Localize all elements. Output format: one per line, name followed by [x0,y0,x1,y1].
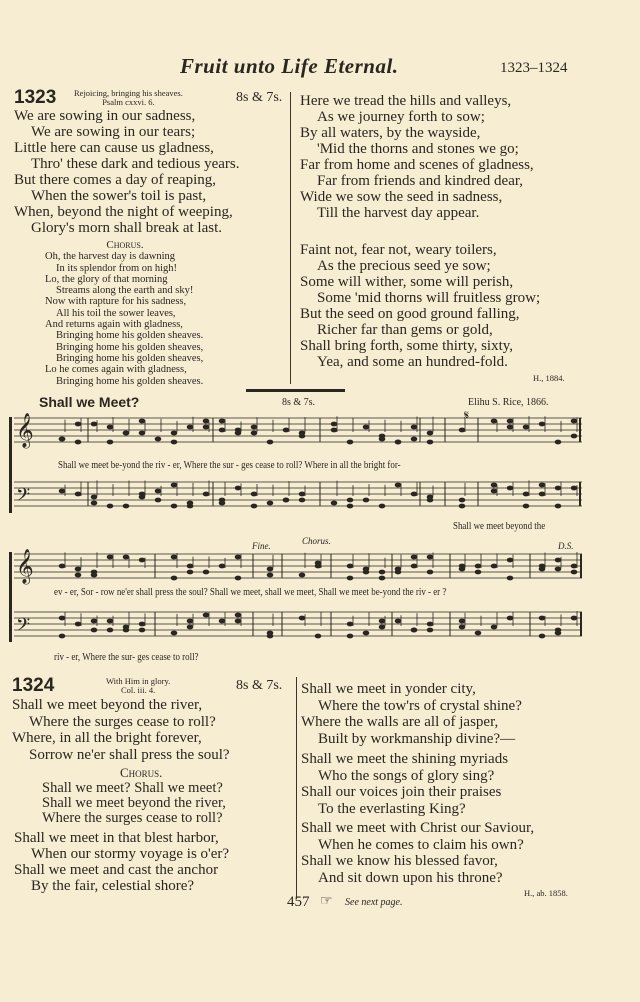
verse [12,697,230,763]
note [59,616,66,621]
chorus [45,240,205,387]
note [123,504,130,509]
note [331,501,338,506]
note [347,504,354,509]
music-title: Shall we Meet? [39,394,140,410]
note [203,419,210,424]
note [571,434,578,439]
verse-line: Shall we meet beyond the river, [42,795,226,811]
note [363,498,370,503]
chorus [42,781,226,826]
note [299,492,306,497]
note [411,437,418,442]
verse-line: Bringing home his golden sheaves, [56,341,204,353]
note [155,489,162,494]
note [91,628,98,633]
note [107,440,114,445]
note [299,434,306,439]
verse [300,242,540,370]
note [315,561,322,566]
subtitle-line: Col. iii. 4. [121,685,156,695]
verse-line: Thro' these dark and tedious years. [31,156,240,172]
treble-clef-icon: 𝄞 [16,413,34,448]
verse-line: Who the songs of glory sing? [318,767,495,784]
verse-line: Where the walls are all of jasper, [301,714,499,731]
verse-line: Shall we meet and cast the anchor [14,862,219,878]
verse [14,108,239,236]
note [59,437,66,442]
note [171,440,178,445]
note [91,422,98,427]
note [91,573,98,578]
note [187,564,194,569]
note [267,567,274,572]
note [235,576,242,581]
note [555,440,562,445]
note [299,498,306,503]
verse-line: Here we tread the hills and valleys, [300,93,512,109]
note [379,619,386,624]
note [363,570,370,575]
chorus-label: Chorus. [120,765,163,780]
hymn-range: 1323–1324 [500,60,568,76]
note [187,570,194,575]
note [395,440,402,445]
hymn-number: 1324 [12,675,55,696]
note [315,634,322,639]
note [219,501,226,506]
note [171,576,178,581]
bass-clef-icon: 𝄢 [16,485,31,510]
verse-line: Shall we meet in that blest harbor, [14,830,219,846]
note [491,419,498,424]
note [235,619,242,624]
note [107,619,114,624]
note [59,489,66,494]
note [107,555,114,560]
note [507,425,514,430]
note [507,576,514,581]
note [347,576,354,581]
verse-line: Where the tow'rs of crystal shine? [318,697,522,714]
note [267,501,274,506]
note [251,425,258,430]
lyrics-line: Shall we meet be-yond the riv - er, Where the sur - ges cease to roll? Where in all the bright for- [58,460,401,471]
note [571,419,578,424]
note [91,495,98,500]
system-brace [9,417,12,513]
note [539,492,546,497]
note [75,567,82,572]
note [331,428,338,433]
note [555,558,562,563]
note [523,425,530,430]
page-number: 457 [287,894,310,910]
verse-line: As the precious seed ye sow; [317,258,491,274]
note [283,498,290,503]
verse [301,820,534,886]
note [107,504,114,509]
note [59,634,66,639]
verse-line: As we journey forth to sow; [317,109,485,125]
verse-line: 'Mid the thorns and stones we go; [317,141,519,157]
bass-clef-icon: 𝄢 [16,615,31,640]
note [123,431,130,436]
note [427,440,434,445]
note [507,616,514,621]
note [203,570,210,575]
verse-line: But there comes a day of reaping, [14,172,217,188]
verse-line: Now with rapture for his sadness, [45,296,187,308]
verse [14,830,229,894]
note [411,492,418,497]
note [203,492,210,497]
verse-line: Shall we meet beyond the river, [12,697,203,713]
note [155,437,162,442]
note [347,564,354,569]
subtitle-line: Psalm cxxvi. 6. [102,97,155,107]
hymn-subtitle [74,89,183,107]
lyrics-line: Shall we meet beyond the [453,521,546,532]
note [539,634,546,639]
music-score [0,400,640,670]
note [235,613,242,618]
note [235,428,242,433]
note [539,616,546,621]
subtitle-line: Rejoicing, bringing his sheaves. [74,88,183,98]
note [411,564,418,569]
verse [301,681,522,747]
note [347,498,354,503]
verse-line: When he comes to claim his own? [318,836,524,853]
note [555,504,562,509]
note [203,613,210,618]
note [555,567,562,572]
note [363,425,370,430]
system-brace [9,552,12,642]
verse-line: All his toil the sower leaves, [56,307,176,319]
fine-mark: Fine. [252,541,271,551]
note [539,422,546,427]
note [427,628,434,633]
verse-line: When the sower's toil is past, [31,188,207,204]
meter: 8s & 7s. [236,90,283,105]
note [539,483,546,488]
verse-line: Streams along the earth and sky! [56,285,194,297]
verse-line: Far from home and scenes of gladness, [300,157,534,173]
note [187,501,194,506]
note [235,486,242,491]
verse-line: In its splendor from on high! [56,262,178,274]
verse-line: Shall our voices join their praises [301,784,502,801]
note [171,555,178,560]
note [379,570,386,575]
note [251,504,258,509]
verse-line: Bringing home his golden sheaves. [56,330,204,342]
note [427,431,434,436]
verse-line: Till the harvest day appear. [317,205,480,221]
verse-line: Oh, the harvest day is dawning [45,251,176,263]
note [379,576,386,581]
verse-line: Shall we know his blessed favor, [301,853,498,870]
verse-line: Lo, the glory of that morning [45,273,168,285]
note [459,504,466,509]
note [475,631,482,636]
verse-line: Richer far than gems or gold, [317,322,493,338]
verse-line: But the seed on good ground falling, [300,306,520,322]
segno-sign: 𝄋 [464,408,470,422]
note [171,504,178,509]
note [139,431,146,436]
note [187,425,194,430]
note [427,570,434,575]
verse-line: And sit down upon his throne? [318,869,503,886]
note [459,498,466,503]
note [395,483,402,488]
note [139,628,146,633]
note [411,628,418,633]
verse-line: Glory's morn shall break at last. [31,220,222,236]
page-title: Fruit unto Life Eternal. [180,54,399,78]
note [491,564,498,569]
note [267,573,274,578]
note [75,492,82,497]
see-next-page: See next page. [345,897,403,908]
note [507,419,514,424]
note [555,628,562,633]
verse-line: By the fair, celestial shore? [31,878,195,894]
credit: H., ab. 1858. [524,888,568,898]
column-divider [296,677,297,899]
verse-line: Shall we meet? Shall we meet? [42,780,223,796]
note [219,428,226,433]
note [347,440,354,445]
note [75,573,82,578]
verse-line: Some 'mid thorns will fruitless grow; [317,290,541,306]
verse [301,751,508,817]
note [411,555,418,560]
section-rule [246,389,345,392]
verse-line: Bringing home his golden sheaves. [56,375,204,387]
note [555,486,562,491]
note [475,570,482,575]
note [91,619,98,624]
note [459,428,466,433]
note [491,489,498,494]
verse-line: Shall we meet in yonder city, [301,681,476,697]
lyrics-line: ev - er, Sor - row ne'er shall press the soul? Shall we meet, shall we meet, Shall we meet be-yond the riv - er ? [54,587,447,598]
note [123,628,130,633]
note [139,495,146,500]
note [331,422,338,427]
note [395,567,402,572]
note [299,573,306,578]
verse-line: Bringing home his golden sheaves, [56,352,204,364]
note [219,419,226,424]
note [235,555,242,560]
note [507,486,514,491]
verse-line: Where the surges cease to roll? [42,810,223,826]
note [123,555,130,560]
lyrics-line: riv - er, Where the sur- ges cease to roll? [54,652,199,663]
verse-line: Lo he comes again with gladness, [45,364,187,376]
verse-line: Faint not, fear not, weary toilers, [300,242,497,258]
note [171,631,178,636]
note [395,619,402,624]
note [379,504,386,509]
note [459,567,466,572]
note [571,570,578,575]
note [347,622,354,627]
verse-line: Built by workmanship divine?— [318,730,516,747]
note [379,437,386,442]
note [299,616,306,621]
note [107,425,114,430]
composer: Elihu S. Rice, 1866. [468,397,549,408]
verse-line: Where, in all the bright forever, [12,730,202,747]
note [539,567,546,572]
note [427,498,434,503]
note [203,425,210,430]
note [75,422,82,427]
note [187,619,194,624]
column-divider [290,92,291,384]
note [347,634,354,639]
note [107,628,114,633]
hymn-subtitle [106,677,170,695]
hymn-number: 1323 [14,87,57,108]
verse-line: By all waters, by the wayside, [300,125,481,141]
note [251,492,258,497]
note [491,625,498,630]
verse-line: Wide we sow the seed in sadness, [300,189,503,205]
verse-line: We are sowing in our tears; [31,124,196,140]
note [411,425,418,430]
note [427,622,434,627]
chorus-mark: Chorus. [302,536,331,546]
subtitle-line: With Him in glory. [106,676,171,686]
verse-line: When our stormy voyage is o'er? [31,846,230,862]
note [219,564,226,569]
note [75,440,82,445]
note [91,501,98,506]
note [267,440,274,445]
note [571,486,578,491]
note [491,483,498,488]
ds-mark: D.S. [558,541,574,551]
verse-line: Shall bring forth, some thirty, sixty, [300,338,514,354]
note [283,428,290,433]
verse-line: Yea, and some an hundred-fold. [317,354,508,370]
note [363,631,370,636]
note [59,564,66,569]
note [459,619,466,624]
note [475,564,482,569]
verse-line: Little here can cause us gladness, [14,140,214,156]
note [75,622,82,627]
note [171,431,178,436]
verse-line: Where the surges cease to roll? [29,713,216,730]
verse-line: Some will wither, some will perish, [300,274,514,290]
verse-line: Shall we meet the shining myriads [301,751,509,767]
verse-line: And returns again with gladness, [45,319,183,331]
verse-line: To the everlasting King? [318,800,466,817]
note [459,625,466,630]
credit: H., 1884. [533,373,565,383]
verse-line: Shall we meet with Christ our Saviour, [301,820,535,836]
verse-line: When, beyond the night of weeping, [14,204,233,220]
verse-line: Far from friends and kindred dear, [317,173,523,189]
note [571,564,578,569]
note [507,558,514,563]
chorus-label: Chorus. [106,239,144,251]
note [139,558,146,563]
treble-clef-icon: 𝄞 [16,549,34,584]
meter: 8s & 7s. [236,678,283,693]
note [139,419,146,424]
note [427,555,434,560]
note [171,483,178,488]
verse-line: Sorrow ne'er shall press the soul? [29,746,230,763]
music-meter: 8s & 7s. [282,397,316,408]
note [139,622,146,627]
note [155,498,162,503]
note [379,625,386,630]
note [251,431,258,436]
verse [300,93,534,221]
note [523,504,530,509]
note [523,492,530,497]
note [571,616,578,621]
pointing-hand-icon: ☞ [320,893,333,909]
note [187,625,194,630]
note [267,634,274,639]
verse-line: We are sowing in our sadness, [14,108,196,124]
note [219,619,226,624]
